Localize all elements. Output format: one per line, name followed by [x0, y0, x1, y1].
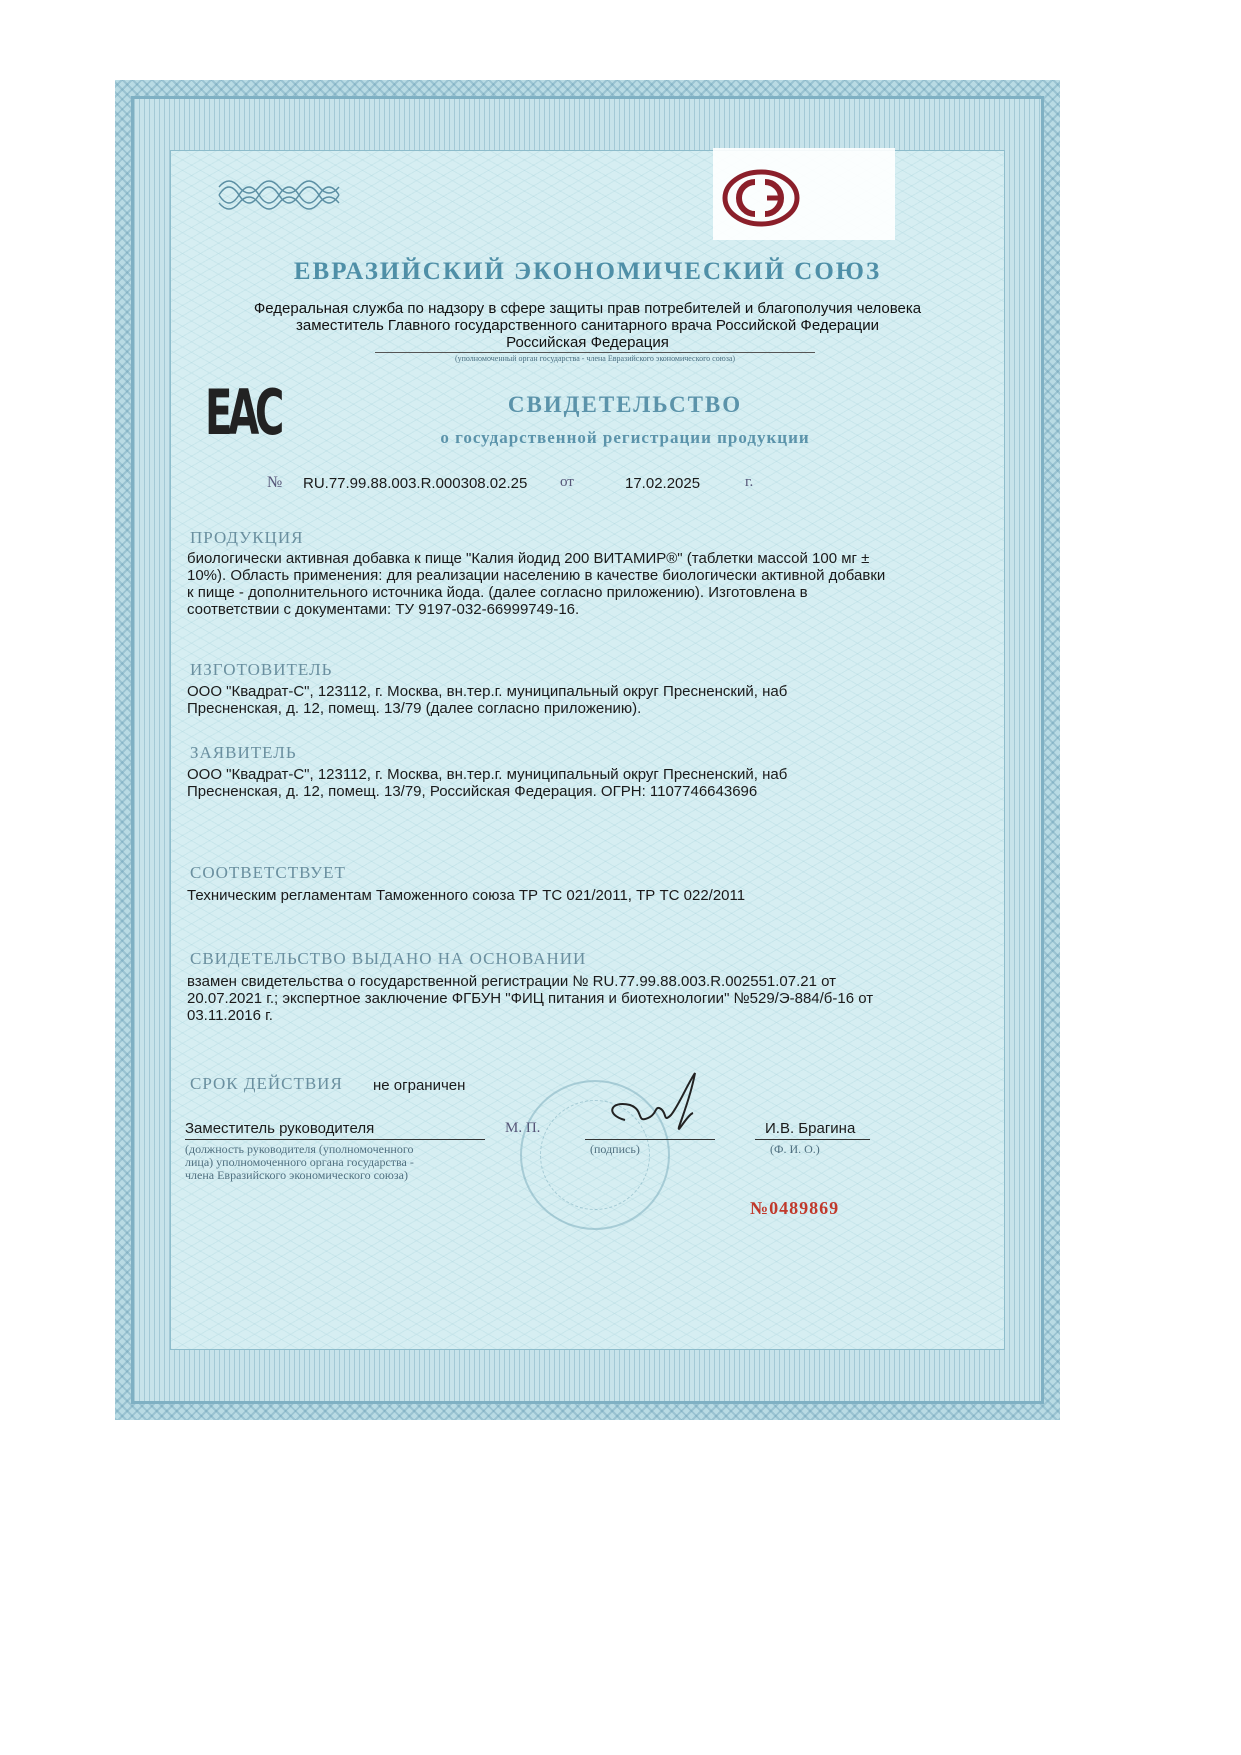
date-from-label: от — [560, 474, 574, 490]
blank-serial-number: №0489869 — [750, 1198, 840, 1218]
union-header: ЕВРАЗИЙСКИЙ ЭКОНОМИЧЕСКИЙ СОЮЗ — [293, 258, 882, 285]
position-caption-line: лица) уполномоченного органа государства - — [185, 1155, 414, 1169]
position-caption-line: (должность руководителя (уполномоченного — [185, 1142, 414, 1156]
basis-line: взамен свидетельства о государственной регистрации № RU.77.99.88.003.R.002551.07.21 от — [187, 973, 837, 990]
agency-line-2: заместитель Главного государственного санитарного врача Российской Федерации — [296, 317, 879, 334]
eac-mark: ЕАС — [205, 376, 281, 449]
certificate-title: СВИДЕТЕЛЬСТВО — [507, 392, 743, 417]
registration-number: RU.77.99.88.003.R.000308.02.25 — [303, 475, 528, 492]
applicant-section-title: ЗАЯВИТЕЛЬ — [190, 743, 297, 762]
product-line: к пище - дополнительного источника йода. (далее согласно приложению). Изготовлена в — [187, 584, 808, 601]
certificate-sheet — [115, 80, 1060, 1420]
certificate-subtitle: о государственной регистрации продукции — [440, 428, 810, 447]
product-line: биологически активная добавка к пище "Калия йодид 200 ВИТАМИР®" (таблетки массой 100 мг ± — [187, 550, 870, 567]
name-caption: (Ф. И. О.) — [770, 1142, 820, 1156]
signatory-position: Заместитель руководителя — [185, 1120, 375, 1137]
validity-value: не ограничен — [373, 1077, 466, 1094]
position-caption-line: члена Евразийского экономического союза) — [185, 1168, 408, 1182]
manufacturer-line: ООО "Квадрат-С", 123112, г. Москва, вн.тер.г. муниципальный округ Пресненский, наб — [187, 683, 788, 700]
applicant-text — [187, 766, 987, 800]
agency-caption: (уполномоченный орган государства - члена Евразийского экономического союза) — [375, 352, 815, 363]
product-line: 10%). Область применения: для реализации населению в качестве биологически активной добавки — [187, 567, 886, 584]
validity-section-title: СРОК ДЕЙСТВИЯ — [190, 1074, 343, 1093]
ornament-decoration — [217, 175, 343, 215]
basis-text — [187, 973, 997, 1024]
manufacturer-section-title: ИЗГОТОВИТЕЛЬ — [190, 660, 333, 679]
manufacturer-line: Пресненская, д. 12, помещ. 13/79 (далее согласно приложению). — [187, 700, 642, 717]
agency-line-1: Федеральная служба по надзору в сфере защиты прав потребителей и благополучия человека — [253, 300, 922, 317]
registration-date: 17.02.2025 — [625, 475, 701, 492]
year-suffix: г. — [745, 474, 754, 490]
stamp-place-label: М. П. — [505, 1120, 541, 1136]
product-section-title: ПРОДУКЦИЯ — [190, 528, 304, 547]
basis-line: 20.07.2021 г.; экспертное заключение ФГБУН "ФИЦ питания и биотехнологии" №529/Э-884/б-16 от — [187, 990, 874, 1007]
number-sign: № — [267, 474, 283, 491]
conforms-line: Техническим регламентам Таможенного союза ТР ТС 021/2011, ТР ТС 022/2011 — [187, 887, 746, 904]
basis-line: 03.11.2016 г. — [187, 1007, 273, 1024]
applicant-line: Пресненская, д. 12, помещ. 13/79, Российская Федерация. ОГРН: 1107746643696 — [187, 783, 758, 800]
conforms-text — [187, 887, 987, 904]
product-text — [187, 550, 987, 618]
name-underline — [755, 1139, 870, 1140]
position-caption — [185, 1143, 515, 1182]
conformity-logo-area — [713, 148, 895, 240]
se-logo-icon — [721, 168, 801, 228]
basis-section-title: СВИДЕТЕЛЬСТВО ВЫДАНО НА ОСНОВАНИИ — [190, 949, 587, 968]
product-line: соответствии с документами: ТУ 9197-032-66999749-16. — [187, 601, 580, 618]
signatory-name: И.В. Брагина — [765, 1120, 856, 1137]
agency-line-3: Российская Федерация — [506, 334, 669, 351]
signature-caption: (подпись) — [590, 1142, 640, 1156]
position-underline — [185, 1139, 485, 1140]
manufacturer-text — [187, 683, 987, 717]
conforms-section-title: СООТВЕТСТВУЕТ — [190, 863, 346, 882]
handwritten-signature — [595, 1065, 715, 1145]
applicant-line: ООО "Квадрат-С", 123112, г. Москва, вн.тер.г. муниципальный округ Пресненский, наб — [187, 766, 788, 783]
